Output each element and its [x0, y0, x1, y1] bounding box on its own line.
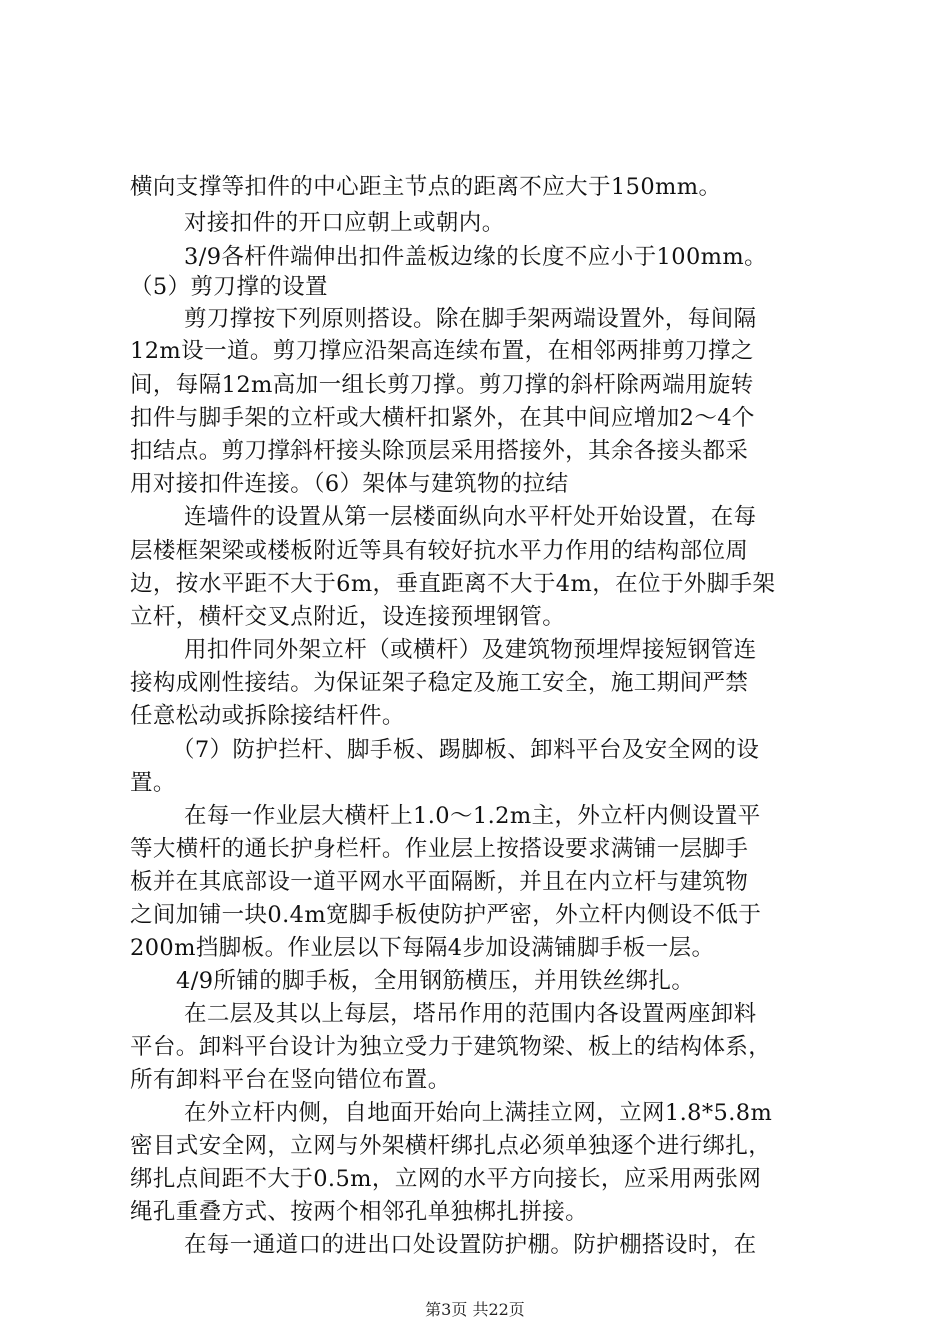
text-line: 密目式安全网，立网与外架横杆绑扎点必须单独逐个进行绑扎， [130, 1133, 772, 1159]
text-line: 横向支撑等扣件的中心距主节点的距离不应大于150mm。 [130, 174, 722, 200]
text-line: 200m挡脚板。作业层以下每隔4步加设满铺脚手板一层。 [130, 935, 715, 961]
section-heading: （5）剪刀撑的设置 [130, 274, 328, 300]
text-line: 任意松动或拆除接结杆件。 [130, 703, 405, 729]
text-line: 4/9所铺的脚手板，全用钢筋横压，并用铁丝绑扎。 [176, 968, 695, 994]
text-line: 层楼框架梁或楼板附近等具有较好抗水平力作用的结构部位周 [130, 538, 749, 564]
text-line: 之间加铺一块0.4m宽脚手板使防护严密，外立杆内侧设不低于 [130, 902, 762, 928]
text-line: 3/9各杆件端伸出扣件盖板边缘的长度不应小于100mm。 [184, 244, 768, 270]
text-line: 间，每隔12m高加一组长剪刀撑。剪刀撑的斜杆除两端用旋转 [130, 372, 754, 398]
page-footer: 第3页 共22页 [425, 1300, 525, 1319]
text-line: 扣件与脚手架的立杆或大横杆扣紧外，在其中间应增加2～4个 [130, 405, 755, 431]
text-line: 剪刀撑按下列原则搭设。除在脚手架两端设置外，每间隔 [184, 306, 757, 332]
text-line: 绑扎点间距不大于0.5m，立网的水平方向接长，应采用两张网 [130, 1166, 762, 1192]
text-line: 绳孔重叠方式、按两个相邻孔单独梆扎拼接。 [130, 1199, 589, 1225]
text-line: 平台。卸料平台设计为独立受力于建筑物梁、板上的结构体系， [130, 1034, 772, 1060]
text-line: 连墙件的设置从第一层楼面纵向水平杆处开始设置，在每 [184, 504, 757, 530]
text-line: 立杆，横杆交叉点附近，设连接预埋钢管。 [130, 604, 566, 630]
text-line: 板并在其底部设一道平网水平面隔断，并且在内立杆与建筑物 [130, 869, 749, 895]
text-line: 接构成刚性接结。为保证架子稳定及施工安全，施工期间严禁 [130, 670, 749, 696]
text-line: 用扣件同外架立杆（或横杆）及建筑物预埋焊接短钢管连 [184, 637, 757, 663]
text-line: 置。 [130, 770, 176, 796]
text-line: 等大横杆的通长护身栏杆。作业层上按搭设要求满铺一层脚手 [130, 836, 749, 862]
text-line: 对接扣件的开口应朝上或朝内。 [184, 210, 505, 236]
text-line: 所有卸料平台在竖向错位布置。 [130, 1067, 451, 1093]
text-line: 在每一通道口的进出口处设置防护棚。防护棚搭设时，在 [184, 1232, 757, 1258]
section-heading: （7）防护拦杆、脚手板、踢脚板、卸料平台及安全网的设 [172, 737, 760, 763]
text-line: 用对接扣件连接。（6）架体与建筑物的拉结 [130, 471, 569, 497]
text-line: 在外立杆内侧，自地面开始向上满挂立网，立网1.8*5.8m [184, 1100, 773, 1126]
text-line: 扣结点。剪刀撑斜杆接头除顶层采用搭接外，其余各接头都采 [130, 438, 749, 464]
text-line: 在每一作业层大横杆上1.0～1.2m主，外立杆内侧设置平 [184, 803, 761, 829]
text-line: 12m设一道。剪刀撑应沿架高连续布置，在相邻两排剪刀撑之 [130, 338, 754, 364]
text-line: 边，按水平距不大于6m，垂直距离不大于4m，在位于外脚手架 [130, 571, 776, 597]
text-line: 在二层及其以上每层，塔吊作用的范围内各设置两座卸料 [184, 1001, 757, 1027]
